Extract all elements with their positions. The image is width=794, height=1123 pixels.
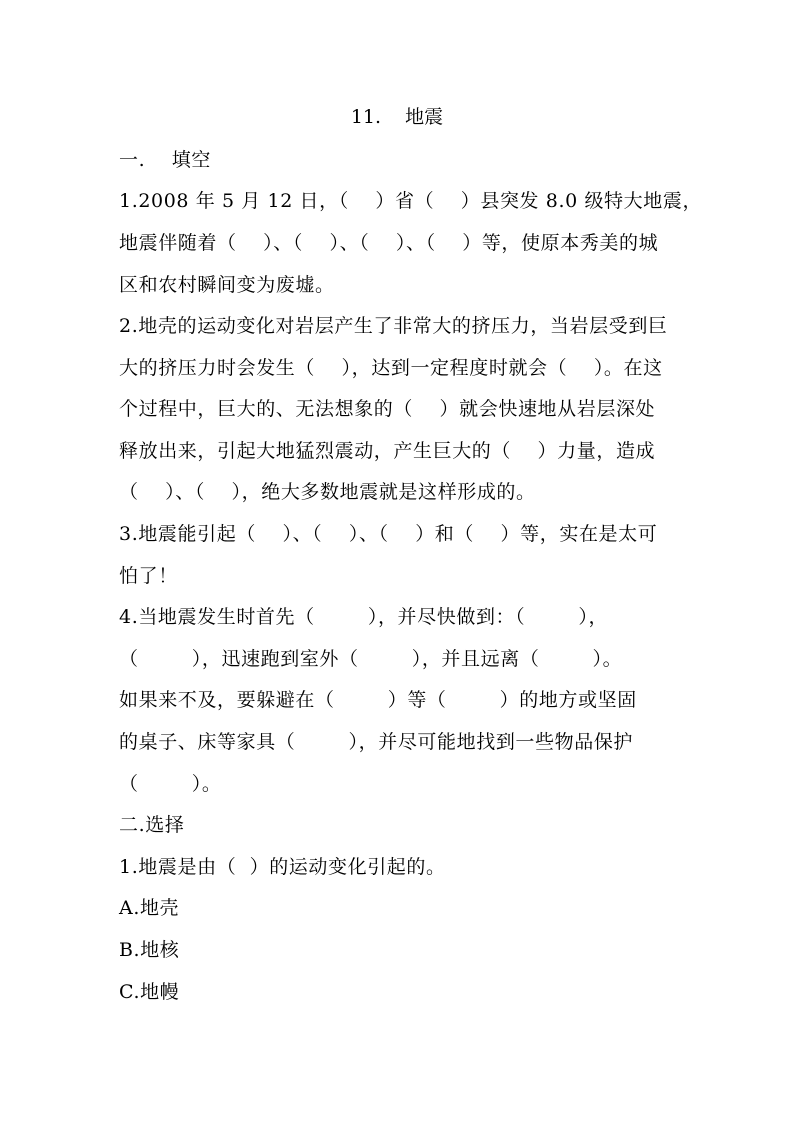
q2-line-5: （ ）、（ ），绝大多数地震就是这样形成的。 [119,481,536,503]
mc1-option-b: B.地核 [119,939,180,961]
q2-line-1: 2.地壳的运动变化对岩层产生了非常大的挤压力，当岩层受到巨 [119,315,668,337]
q1-line-1: 1.2008 年 5 月 12 日，（ ）省（ ）县突发 8.0 级特大地震， [119,190,703,212]
q3-line-2: 怕了！ [119,565,178,587]
q4-line-2: （ ），迅速跑到室外（ ），并且远离（ ）。 [119,648,623,670]
q2-line-3: 个过程中，巨大的、无法想象的（ ）就会快速地从岩层深处 [119,398,656,420]
mc1-option-c: C.地幔 [119,981,180,1003]
section-heading-choice: 二.选择 [119,814,185,836]
q2-line-2: 大的挤压力时会发生（ ），达到一定程度时就会（ ）。在这 [119,357,663,379]
q4-line-4: 的桌子、床等家具（ ），并尽可能地找到一些物品保护 [119,731,634,753]
mc1-option-a: A.地壳 [119,897,180,919]
q4-line-3: 如果来不及，要躲避在（ ）等（ ）的地方或坚固 [119,689,637,711]
q4-line-5: （ ）。 [119,773,222,795]
q1-line-3: 区和农村瞬间变为废墟。 [119,274,335,296]
q4-line-1: 4.当地震发生时首先（ ），并尽快做到：（ ）， [119,606,609,628]
q3-line-1: 3.地震能引起（ ）、（ ）、（ ）和（ ）等，实在是太可 [119,523,658,545]
q2-line-4: 释放出来，引起大地猛烈震动，产生巨大的（ ）力量，造成 [119,440,656,462]
page-title: 11. 地震 [350,106,444,128]
mc1-question: 1.地震是由（ ）的运动变化引起的。 [119,856,446,878]
q1-line-2: 地震伴随着（ ）、（ ）、（ ）、（ ）等，使原本秀美的城 [119,232,659,254]
section-heading-fill-blank: 一. 填空 [119,149,211,171]
